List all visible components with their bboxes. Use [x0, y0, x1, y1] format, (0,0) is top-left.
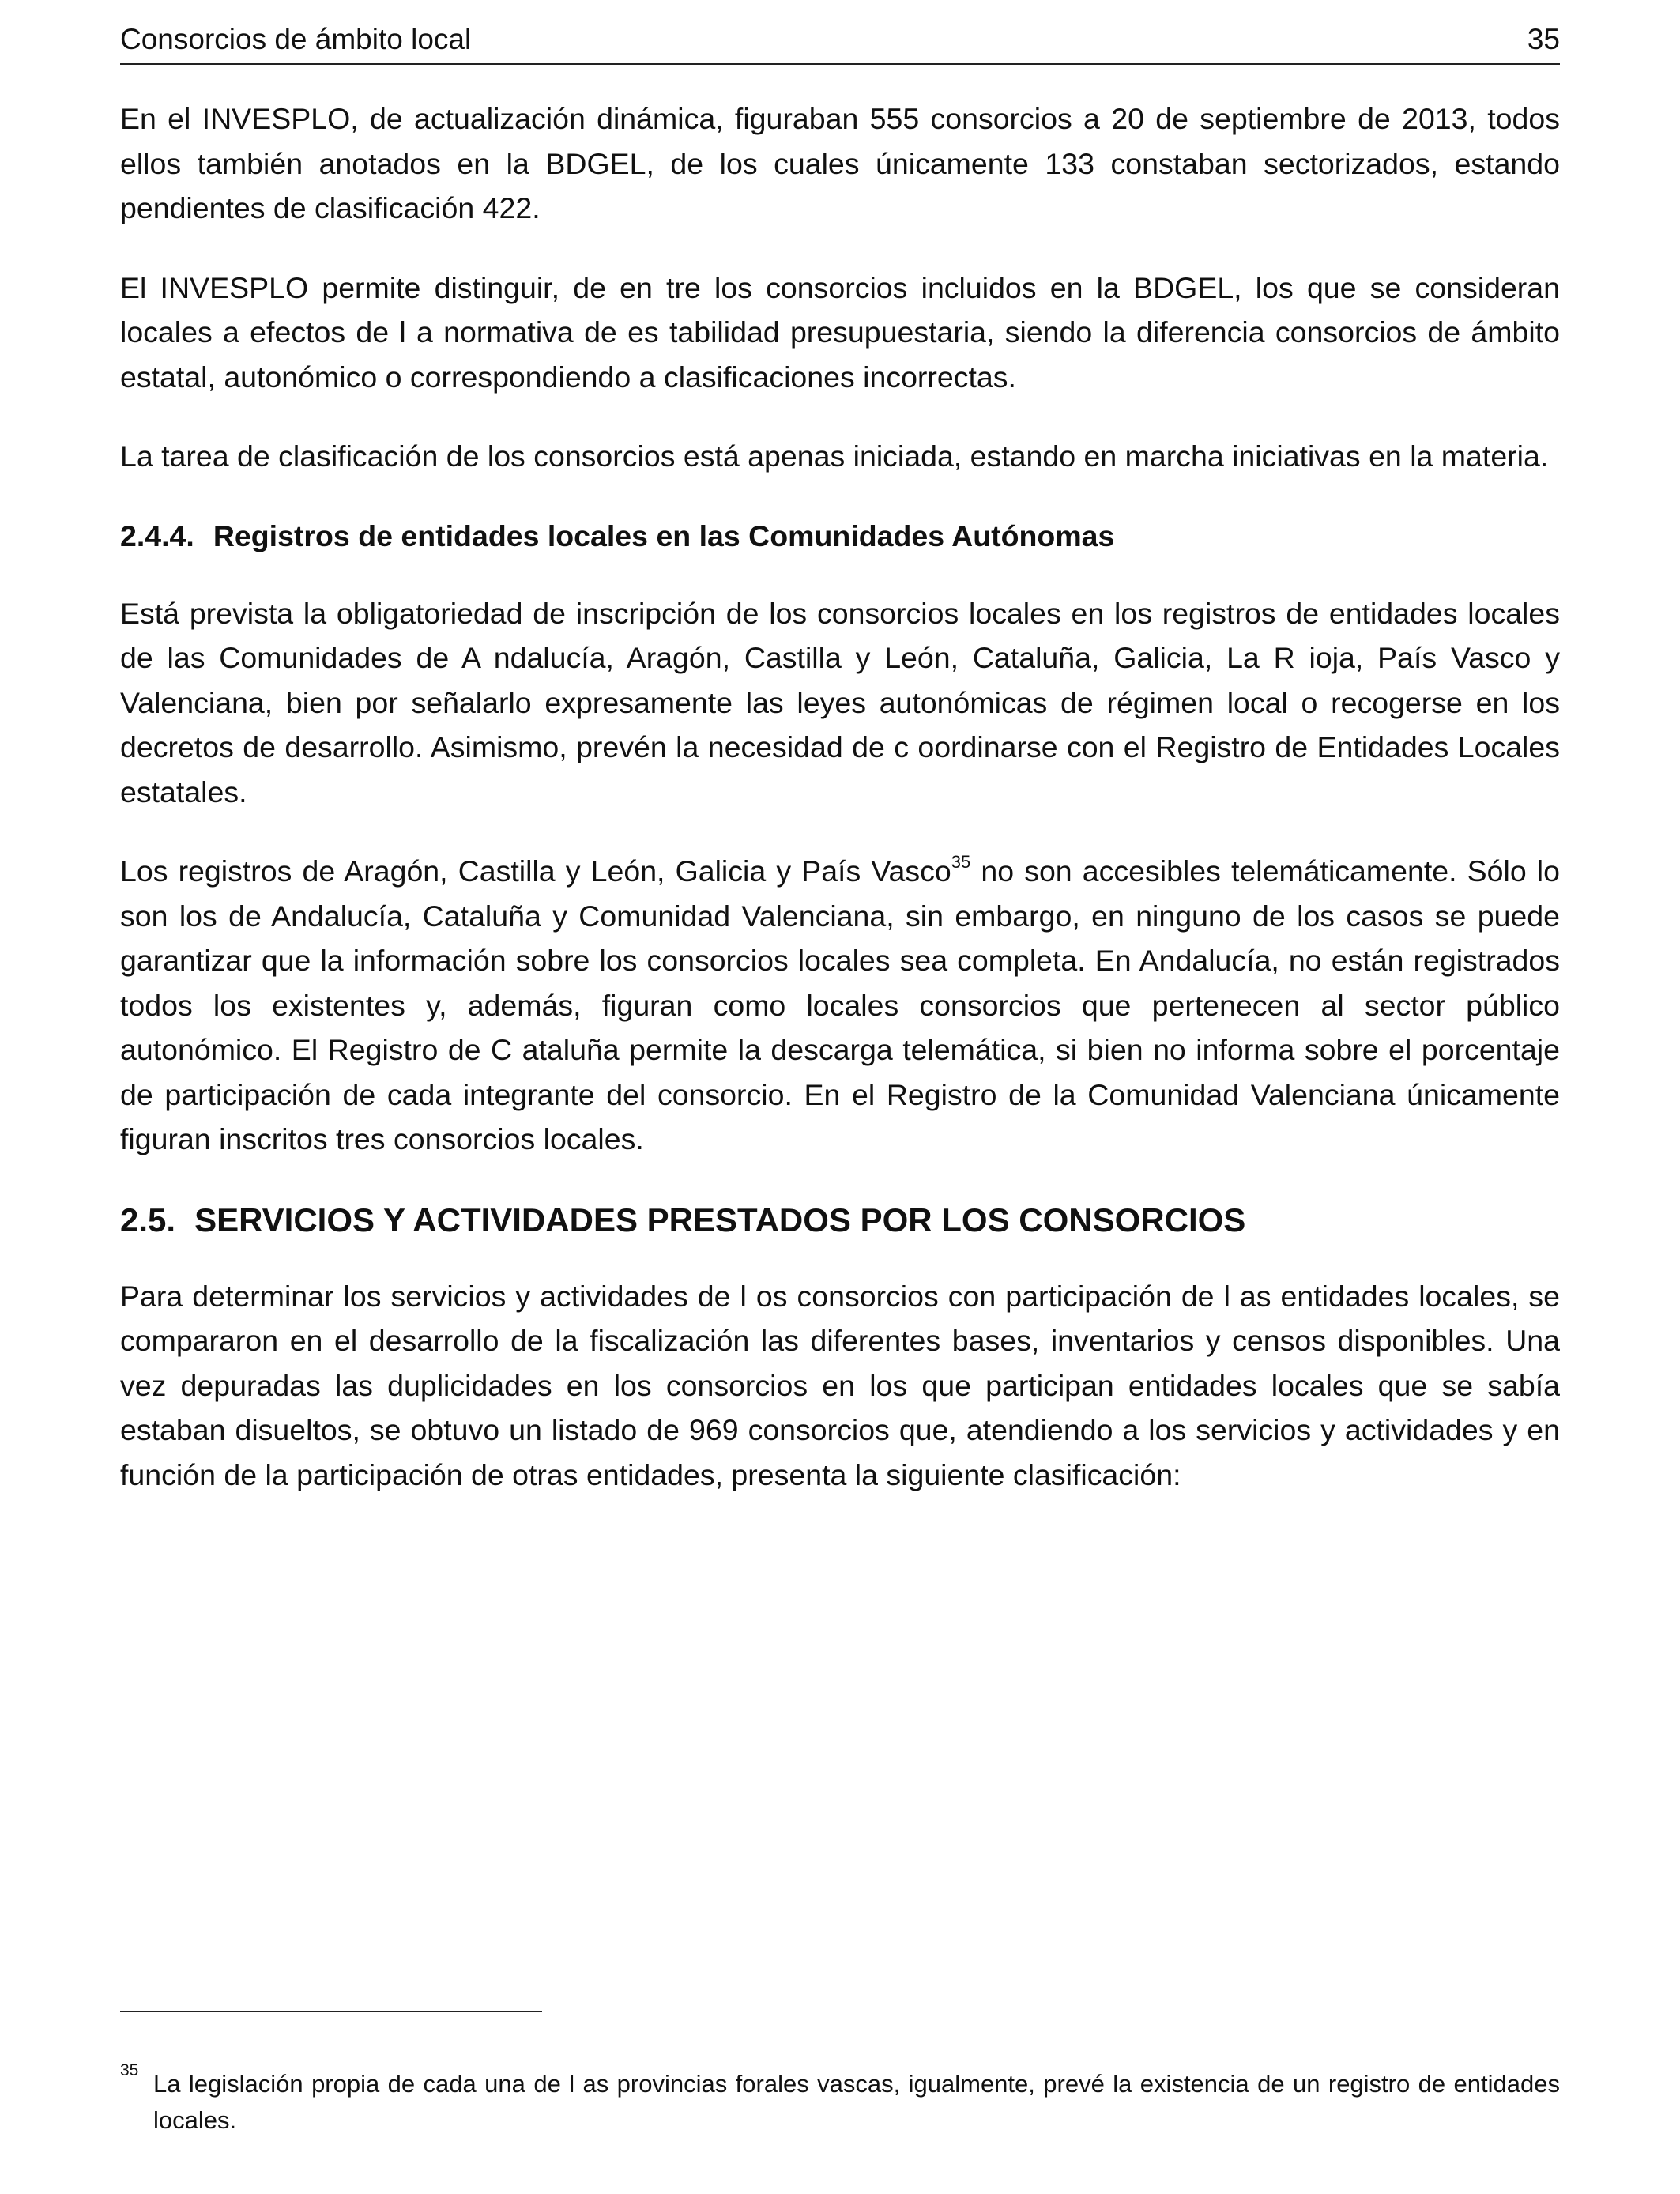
footnote-reference: 35	[951, 851, 971, 872]
paragraph-invesplo-distinguish: El INVESPLO permite distinguir, de en tre los consorcios incluidos en la BDGEL, los que se consideran locales a efectos de l a normativa de es tabilidad presupuestaria, siendo la diferencia consorcios de ámbito estatal, autonómico o correspondiendo a clasificaciones incorrectas.	[120, 270, 1560, 394]
paragraph-registry-obligation: Está prevista la obligatoriedad de inscripción de los consorcios locales en los registros de entidades locales de las Comunidades de A ndalucía, Aragón, Castilla y León, Cataluña, Galicia, La R ioja, País Vasco y Valenciana, bien por señalarlo expresamente las leyes autonómicas de régimen local o recogerse en los decretos de desarrollo. Asimismo, prevén la necesidad de c oordinarse con el Registro de Entidades Locales estatales.	[120, 596, 1560, 809]
paragraph-registry-access	[120, 849, 1560, 1162]
section-number: 2.4.4.	[120, 518, 194, 552]
paragraph-services-classification: Para determinar los servicios y actividades de l os consorcios con participación de l as entidades locales, se compararon en el desarrollo de la fiscalización las diferentes bases, inventarios y censos disponibles. Una vez depuradas las duplicidades en los consorcios en los que participan entidades locales que se sabía estaban disueltos, se obtuvo un listado de 969 consorcios que, atendiendo a los servicios y actividades y en función de la participación de otras entidades, presenta la siguiente clasificación:	[120, 1279, 1560, 1491]
footnote-mark: 35	[120, 2061, 139, 2079]
footnote-text: La legislación propia de cada una de l as provincias forales vascas, igualmente, prevé la existencia de un registro de entidades locales.	[153, 2070, 1560, 2134]
section-heading-2-5	[120, 1197, 1560, 1244]
paragraph-invesplo-count: En el INVESPLO, de actualización dinámica, figuraban 555 consorcios a 20 de septiembre de 2013, todos ellos también anotados en la BDGEL, de los cuales únicamente 133 constaban sectorizados, estando pendientes de clasificación 422.	[120, 102, 1560, 224]
document-body	[120, 96, 1560, 1532]
footnote-separator	[120, 2011, 542, 2012]
page-number: 35	[1527, 23, 1560, 55]
paragraph-text: no son accesibles telemáticamente. Sólo lo son los de Andalucía, Cataluña y Comunidad Valenciana, sin embargo, en ninguno de los casos se puede garantizar que la información sobre los consorcios locales sea completa. En Andalucía, no están registrados todos los existentes y, además, figuran como locales consorcios que pertenecen al sector público autonómico. El Registro de C ataluña permite la descarga telemática, si bien no informa sobre el porcentaje de participación de cada integrante del consorcio. En el Registro de la Comunidad Valenciana únicamente figuran inscritos tres consorcios locales.	[120, 854, 1560, 1155]
paragraph-classification-task: La tarea de clasificación de los consorcios está apenas iniciada, estando en marcha iniciativas en la materia.	[120, 439, 1549, 473]
section-number: 2.5.	[120, 1201, 176, 1238]
footnote	[120, 2061, 1560, 2139]
paragraph-text: Los registros de Aragón, Castilla y León, Galicia y País Vasco	[120, 854, 951, 888]
running-header-title: Consorcios de ámbito local	[120, 23, 472, 55]
section-title: Registros de entidades locales en las Comunidades Autónomas	[213, 518, 1115, 552]
section-title: SERVICIOS Y ACTIVIDADES PRESTADOS POR LOS CONSORCIOS	[194, 1201, 1246, 1238]
page-header	[120, 17, 1560, 65]
document-page	[120, 0, 1560, 2194]
section-heading-2-4-4	[120, 514, 1560, 558]
